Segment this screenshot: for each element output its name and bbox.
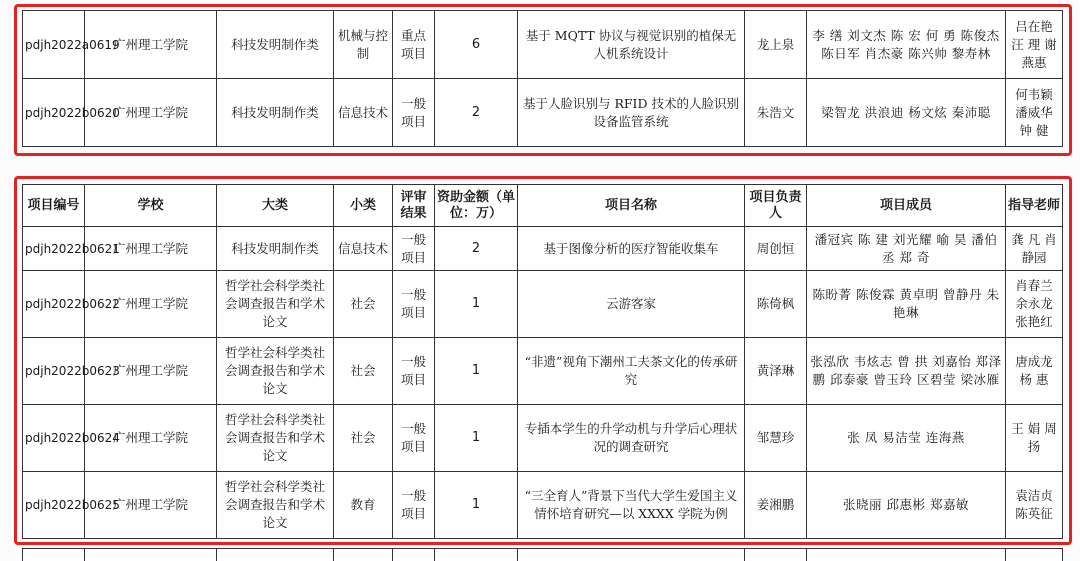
category: 哲学社会科学类社会调查报告和学术论文 xyxy=(217,405,334,472)
review-result: 一般项目 xyxy=(393,79,435,147)
header-amount: 资助金额（单位：万） xyxy=(435,185,518,227)
project-title: 专插本学生的升学动机与升学后心理状况的调查研究 xyxy=(518,405,745,472)
header-row xyxy=(23,185,1063,227)
subcategory: 信息技术 xyxy=(334,79,393,147)
subcategory: 社会 xyxy=(334,405,393,472)
project-leader: 邹慧珍 xyxy=(745,405,807,472)
review-result: 一般项目 xyxy=(393,227,435,271)
school-name: 广州理工学院 xyxy=(85,79,217,147)
cut-off-table xyxy=(22,548,1063,561)
project-title: 基于 MQTT 协议与视觉识别的植保无人机系统设计 xyxy=(518,11,745,79)
project-members: 张晓丽 邱惠彬 郑嘉敏 xyxy=(807,472,1006,539)
table-row xyxy=(23,227,1063,271)
header-category: 大类 xyxy=(217,185,334,227)
funding-amount: 2 xyxy=(435,79,518,147)
category: 哲学社会科学类社会调查报告和学术论文 xyxy=(217,271,334,338)
subcategory: 机械与控制 xyxy=(334,11,393,79)
table-bottom-body xyxy=(23,227,1063,539)
header-title: 项目名称 xyxy=(518,185,745,227)
table-row xyxy=(23,338,1063,405)
project-members: 梁智龙 洪浪迪 杨文炫 秦沛聪 xyxy=(807,79,1006,147)
school-name: 广州理工学院 xyxy=(85,338,217,405)
project-leader: 黄泽琳 xyxy=(745,338,807,405)
table-row xyxy=(23,79,1063,147)
funding-amount: 1 xyxy=(435,271,518,338)
subcategory: 信息技术 xyxy=(334,227,393,271)
advisors: 吕在艳 汪 理 谢燕惠 xyxy=(1006,11,1063,79)
project-title: “非遗”视角下潮州工夫茶文化的传承研究 xyxy=(518,338,745,405)
advisors: 王 娟 周 扬 xyxy=(1006,405,1063,472)
table-row xyxy=(23,472,1063,539)
project-code: pdjh2022a0619 xyxy=(23,11,85,79)
table-row xyxy=(23,271,1063,338)
school-name: 广州理工学院 xyxy=(85,472,217,539)
project-code: pdjh2022b0620 xyxy=(23,79,85,147)
school-name: 广州理工学院 xyxy=(85,271,217,338)
table-top-body xyxy=(23,11,1063,147)
advisors: 袁洁贞 陈英征 xyxy=(1006,472,1063,539)
review-result: 一般项目 xyxy=(393,338,435,405)
funding-amount: 1 xyxy=(435,472,518,539)
project-title: 基于图像分析的医疗智能收集车 xyxy=(518,227,745,271)
project-leader: 陈倚枫 xyxy=(745,271,807,338)
subcategory: 社会 xyxy=(334,338,393,405)
project-code: pdjh2022b0625 xyxy=(23,472,85,539)
category: 哲学社会科学类社会调查报告和学术论文 xyxy=(217,338,334,405)
project-members: 张泓欣 韦炫志 曾 拱 刘嘉怡 郑泽鹏 邱泰豪 曾玉玲 区碧莹 梁冰雁 xyxy=(807,338,1006,405)
project-code: pdjh2022b0623 xyxy=(23,338,85,405)
header-subcategory: 小类 xyxy=(334,185,393,227)
school-name: 广州理工学院 xyxy=(85,11,217,79)
project-leader: 龙上泉 xyxy=(745,11,807,79)
project-title: 云游客家 xyxy=(518,271,745,338)
table-row xyxy=(23,11,1063,79)
project-leader: 姜湘鹏 xyxy=(745,472,807,539)
header-members: 项目成员 xyxy=(807,185,1006,227)
header-leader: 项目负责人 xyxy=(745,185,807,227)
table-row-partial xyxy=(23,549,1063,561)
project-code: pdjh2022b0624 xyxy=(23,405,85,472)
review-result: 一般项目 xyxy=(393,405,435,472)
header-code: 项目编号 xyxy=(23,185,85,227)
review-result: 一般项目 xyxy=(393,271,435,338)
header-advisors: 指导老师 xyxy=(1006,185,1063,227)
category: 科技发明制作类 xyxy=(217,11,334,79)
funding-amount: 1 xyxy=(435,405,518,472)
project-code: pdjh2022b0621 xyxy=(23,227,85,271)
project-table-top xyxy=(22,10,1063,147)
advisors: 肖春兰 余永龙 张艳红 xyxy=(1006,271,1063,338)
review-result: 重点项目 xyxy=(393,11,435,79)
subcategory: 社会 xyxy=(334,271,393,338)
advisors: 何韦颖 潘威华 钟 健 xyxy=(1006,79,1063,147)
header-school: 学校 xyxy=(85,185,217,227)
table-header xyxy=(23,185,1063,227)
school-name: 广州理工学院 xyxy=(85,227,217,271)
project-code: pdjh2022b0622 xyxy=(23,271,85,338)
project-members: 潘冠宾 陈 建 刘光耀 喻 昊 潘伯丞 郑 奇 xyxy=(807,227,1006,271)
review-result: 一般项目 xyxy=(393,472,435,539)
table-row xyxy=(23,405,1063,472)
project-leader: 周创恒 xyxy=(745,227,807,271)
advisors: 龚 凡 肖静园 xyxy=(1006,227,1063,271)
project-table-bottom xyxy=(22,184,1063,539)
advisors: 唐成龙 杨 惠 xyxy=(1006,338,1063,405)
cut-off-row xyxy=(22,548,1062,559)
project-members: 陈盼菁 陈俊霖 黄卓明 曾静丹 朱艳琳 xyxy=(807,271,1006,338)
funding-amount: 1 xyxy=(435,338,518,405)
project-leader: 朱浩文 xyxy=(745,79,807,147)
school-name: 广州理工学院 xyxy=(85,405,217,472)
project-members: 李 缮 刘文杰 陈 宏 何 勇 陈俊杰 陈日军 肖杰豪 陈兴帅 黎寿林 xyxy=(807,11,1006,79)
category: 哲学社会科学类社会调查报告和学术论文 xyxy=(217,472,334,539)
funding-amount: 6 xyxy=(435,11,518,79)
project-title: 基于人脸识别与 RFID 技术的人脸识别设备监管系统 xyxy=(518,79,745,147)
project-title: “三全育人”背景下当代大学生爱国主义情怀培育研究—以 XXXX 学院为例 xyxy=(518,472,745,539)
funding-amount: 2 xyxy=(435,227,518,271)
project-members: 张 凤 易洁莹 连海燕 xyxy=(807,405,1006,472)
category: 科技发明制作类 xyxy=(217,227,334,271)
category: 科技发明制作类 xyxy=(217,79,334,147)
header-result: 评审结果 xyxy=(393,185,435,227)
subcategory: 教育 xyxy=(334,472,393,539)
